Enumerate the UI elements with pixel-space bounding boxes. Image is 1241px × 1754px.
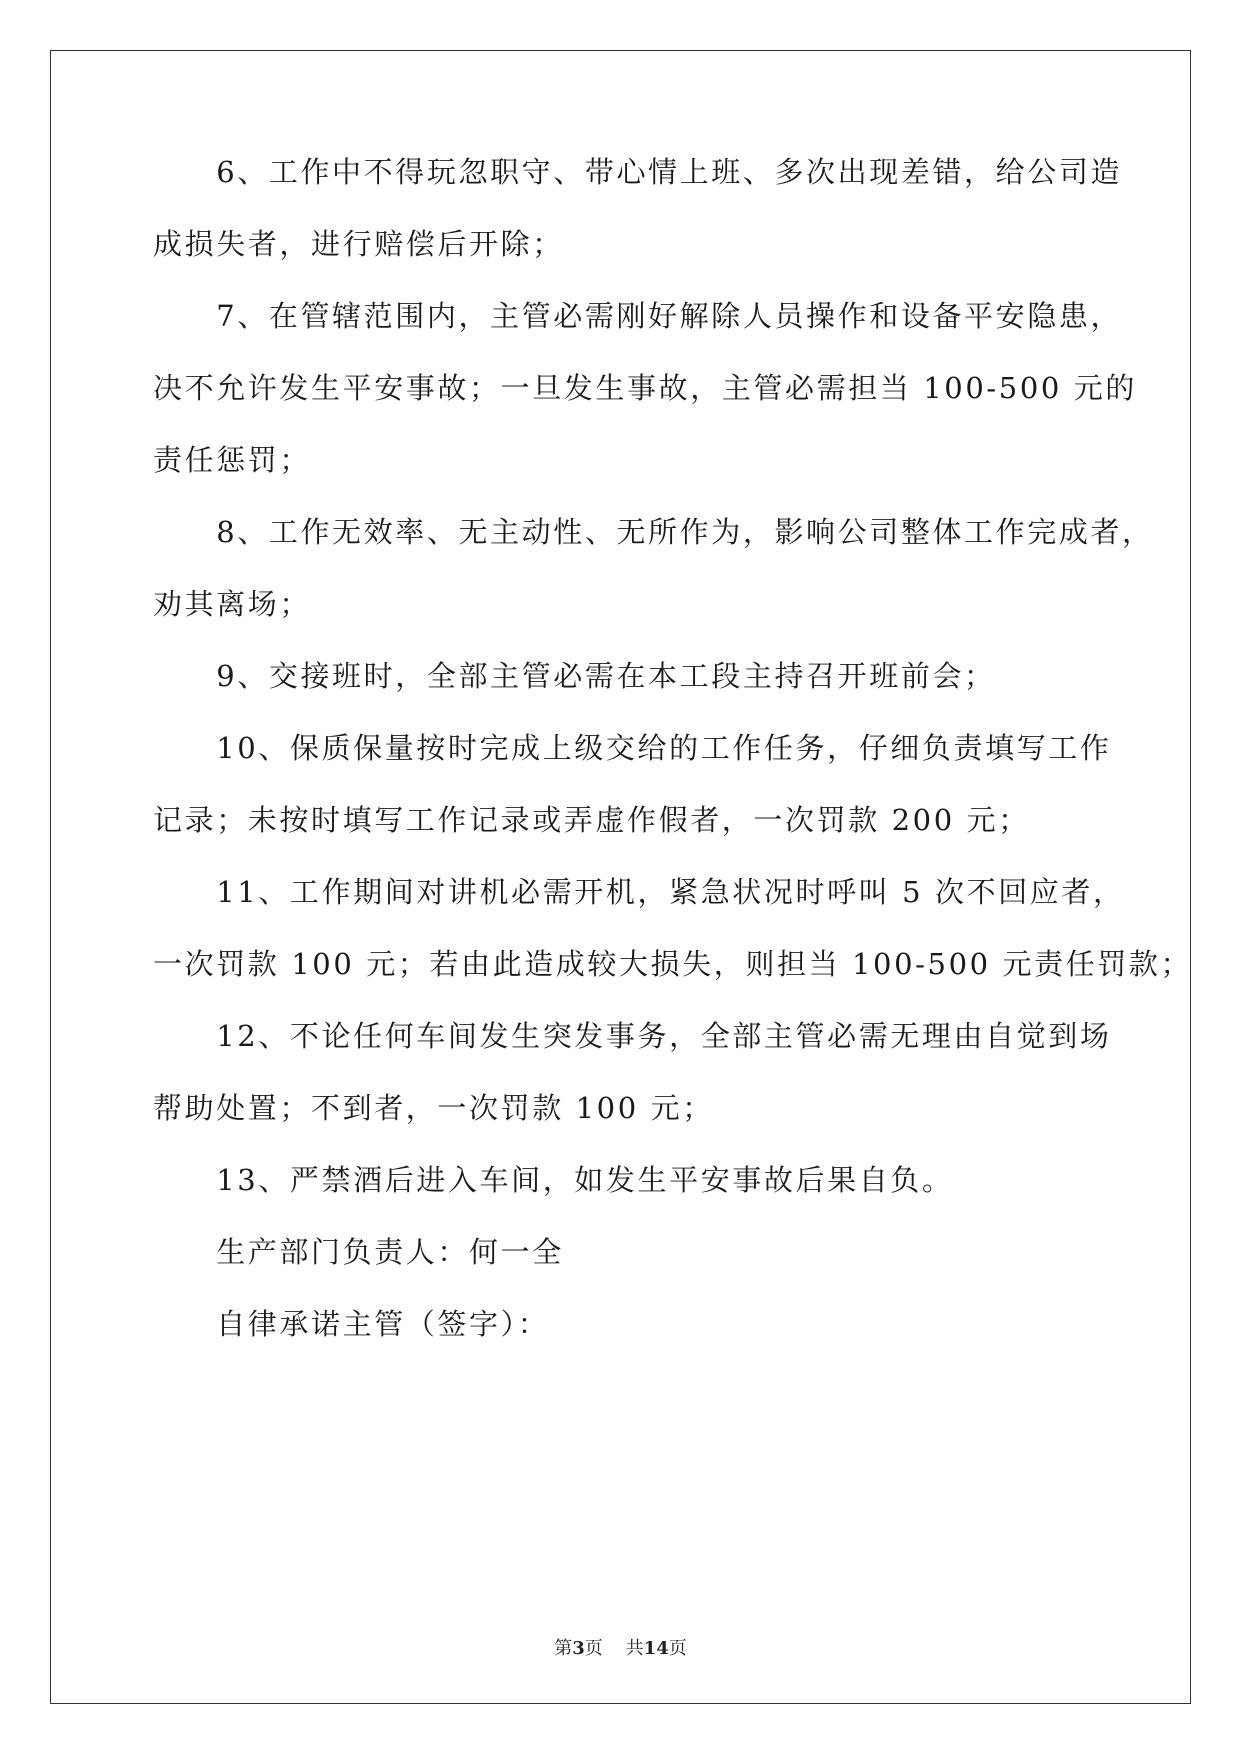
page-footer: [0, 1634, 1241, 1660]
footer-page-suffix: 页: [584, 1638, 603, 1659]
signature-line: 自律承诺主管（签字）：: [153, 1307, 550, 1341]
rule-11-line-2: 一次罚款 100 元；若由此造成较大损失，则担当 100-500 元责任罚款；: [153, 947, 1193, 981]
rule-6-line-2: 成损失者，进行赔偿后开除；: [153, 227, 564, 261]
rule-7-line-1: 7、在管辖范围内，主管必需刚好解除人员操作和设备平安隐患，: [153, 299, 1123, 333]
footer-page-prefix: 第: [554, 1638, 573, 1659]
footer-page-number: 3: [572, 1638, 585, 1659]
rule-6-line-1: 6、工作中不得玩忽职守、带心情上班、多次出现差错，给公司造: [153, 155, 1123, 189]
footer-total-pages: 14: [643, 1638, 669, 1659]
rule-8-line-2: 劝其离场；: [153, 587, 312, 621]
rule-12-line-2: 帮助处置；不到者，一次罚款 100 元；: [153, 1091, 714, 1125]
rule-10-line-2: 记录；未按时填写工作记录或弄虚作假者，一次罚款 200 元；: [153, 803, 1030, 837]
rule-11-line-1: 11、工作期间对讲机必需开机，紧急状况时呼叫 5 次不回应者，: [153, 875, 1125, 909]
department-head-line: 生产部门负责人：何一全: [153, 1235, 564, 1269]
footer-total-prefix: 共: [625, 1638, 644, 1659]
rule-9-line-1: 9、交接班时，全部主管必需在本工段主持召开班前会；: [153, 659, 996, 693]
rule-10-line-1: 10、保质保量按时完成上级交给的工作任务，仔细负责填写工作: [153, 731, 1112, 765]
rule-7-line-2: 决不允许发生平安事故；一旦发生事故，主管必需担当 100-500 元的: [153, 371, 1137, 405]
rule-13-line-1: 13、严禁酒后进入车间，如发生平安事故后果自负。: [153, 1163, 954, 1197]
rule-8-line-1: 8、工作无效率、无主动性、无所作为，影响公司整体工作完成者，: [153, 515, 1154, 549]
footer-total-suffix: 页: [668, 1638, 687, 1659]
rule-7-line-3: 责任惩罚；: [153, 443, 312, 477]
rule-12-line-1: 12、不论任何车间发生突发事务，全部主管必需无理由自觉到场: [153, 1019, 1112, 1053]
